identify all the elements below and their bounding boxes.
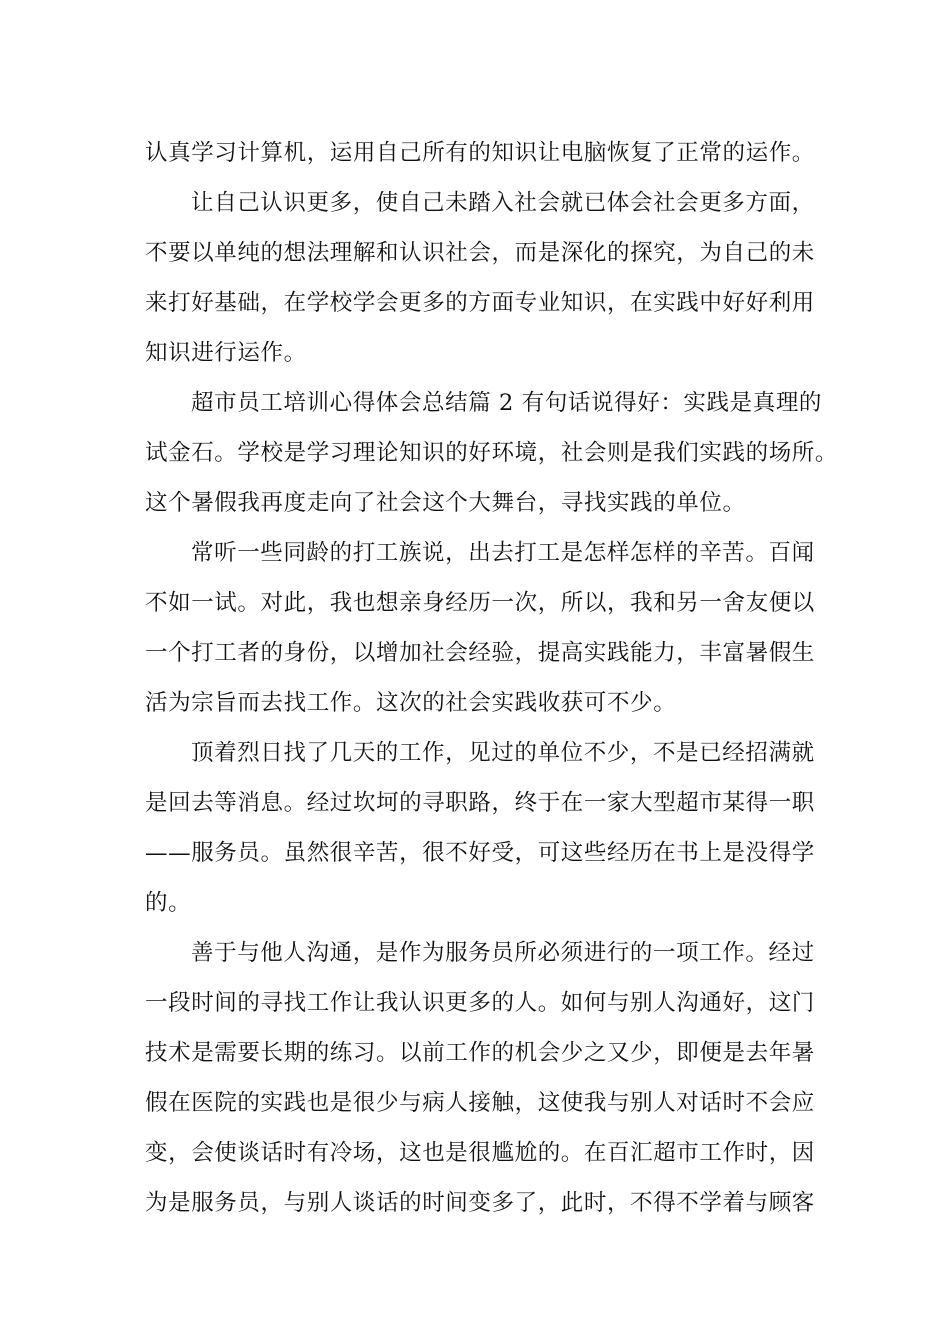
text-line: 变，会使谈话时有冷场，这也是很尴尬的。在百汇超市工作时，因 [145, 1140, 815, 1166]
text-line: 让自己认识更多，使自己未踏入社会就已体会社会更多方面， [191, 190, 815, 216]
text-line: 这个暑假我再度走向了社会这个大舞台，寻找实践的单位。 [145, 490, 746, 516]
text-line: 为是服务员，与别人谈话的时间变多了，此时，不得不学着与顾客 [145, 1190, 815, 1216]
text-line: 不要以单纯的想法理解和认识社会，而是深化的探究，为自己的未 [145, 240, 815, 266]
paragraph [145, 178, 825, 378]
text-line: 的。 [145, 890, 192, 916]
text-line: 认真学习计算机，运用自己所有的知识让电脑恢复了正常的运作。 [145, 140, 815, 166]
text-line: 一个打工者的身份，以增加社会经验，提高实践能力，丰富暑假生 [145, 640, 815, 666]
text-line: 知识进行运作。 [145, 340, 307, 366]
text-line: 是回去等消息。经过坎坷的寻职路，终于在一家大型超市某得一职 [145, 790, 815, 816]
text-line: 一段时间的寻找工作让我认识更多的人。如何与别人沟通好，这门 [145, 990, 815, 1016]
text-line: 试金石。学校是学习理论知识的好环境，社会则是我们实践的场所。 [145, 440, 839, 466]
paragraph [145, 528, 825, 728]
paragraph [145, 378, 839, 528]
text-line: 超市员工培训心得体会总结篇 2 有句话说得好：实践是真理的 [191, 390, 823, 416]
text-line: 来打好基础，在学校学会更多的方面专业知识，在实践中好好利用 [145, 290, 815, 316]
text-line: 不如一试。对此，我也想亲身经历一次，所以，我和另一舍友便以 [145, 590, 815, 616]
paragraph [145, 128, 825, 178]
text-line: 顶着烈日找了几天的工作，见过的单位不少，不是已经招满就 [191, 740, 815, 766]
text-line: ——服务员。虽然很辛苦，很不好受，可这些经历在书上是没得学 [145, 840, 815, 866]
paragraph [145, 728, 825, 928]
text-line: 假在医院的实践也是很少与病人接触，这使我与别人对话时不会应 [145, 1090, 815, 1116]
text-line: 活为宗旨而去找工作。这次的社会实践收获可不少。 [145, 690, 677, 716]
text-line: 常听一些同龄的打工族说，出去打工是怎样怎样的辛苦。百闻 [191, 540, 815, 566]
text-line: 技术是需要长期的练习。以前工作的机会少之又少，即便是去年暑 [145, 1040, 815, 1066]
text-line: 善于与他人沟通，是作为服务员所必须进行的一项工作。经过 [191, 940, 815, 966]
paragraph [145, 928, 825, 1228]
document-body [145, 128, 839, 1228]
